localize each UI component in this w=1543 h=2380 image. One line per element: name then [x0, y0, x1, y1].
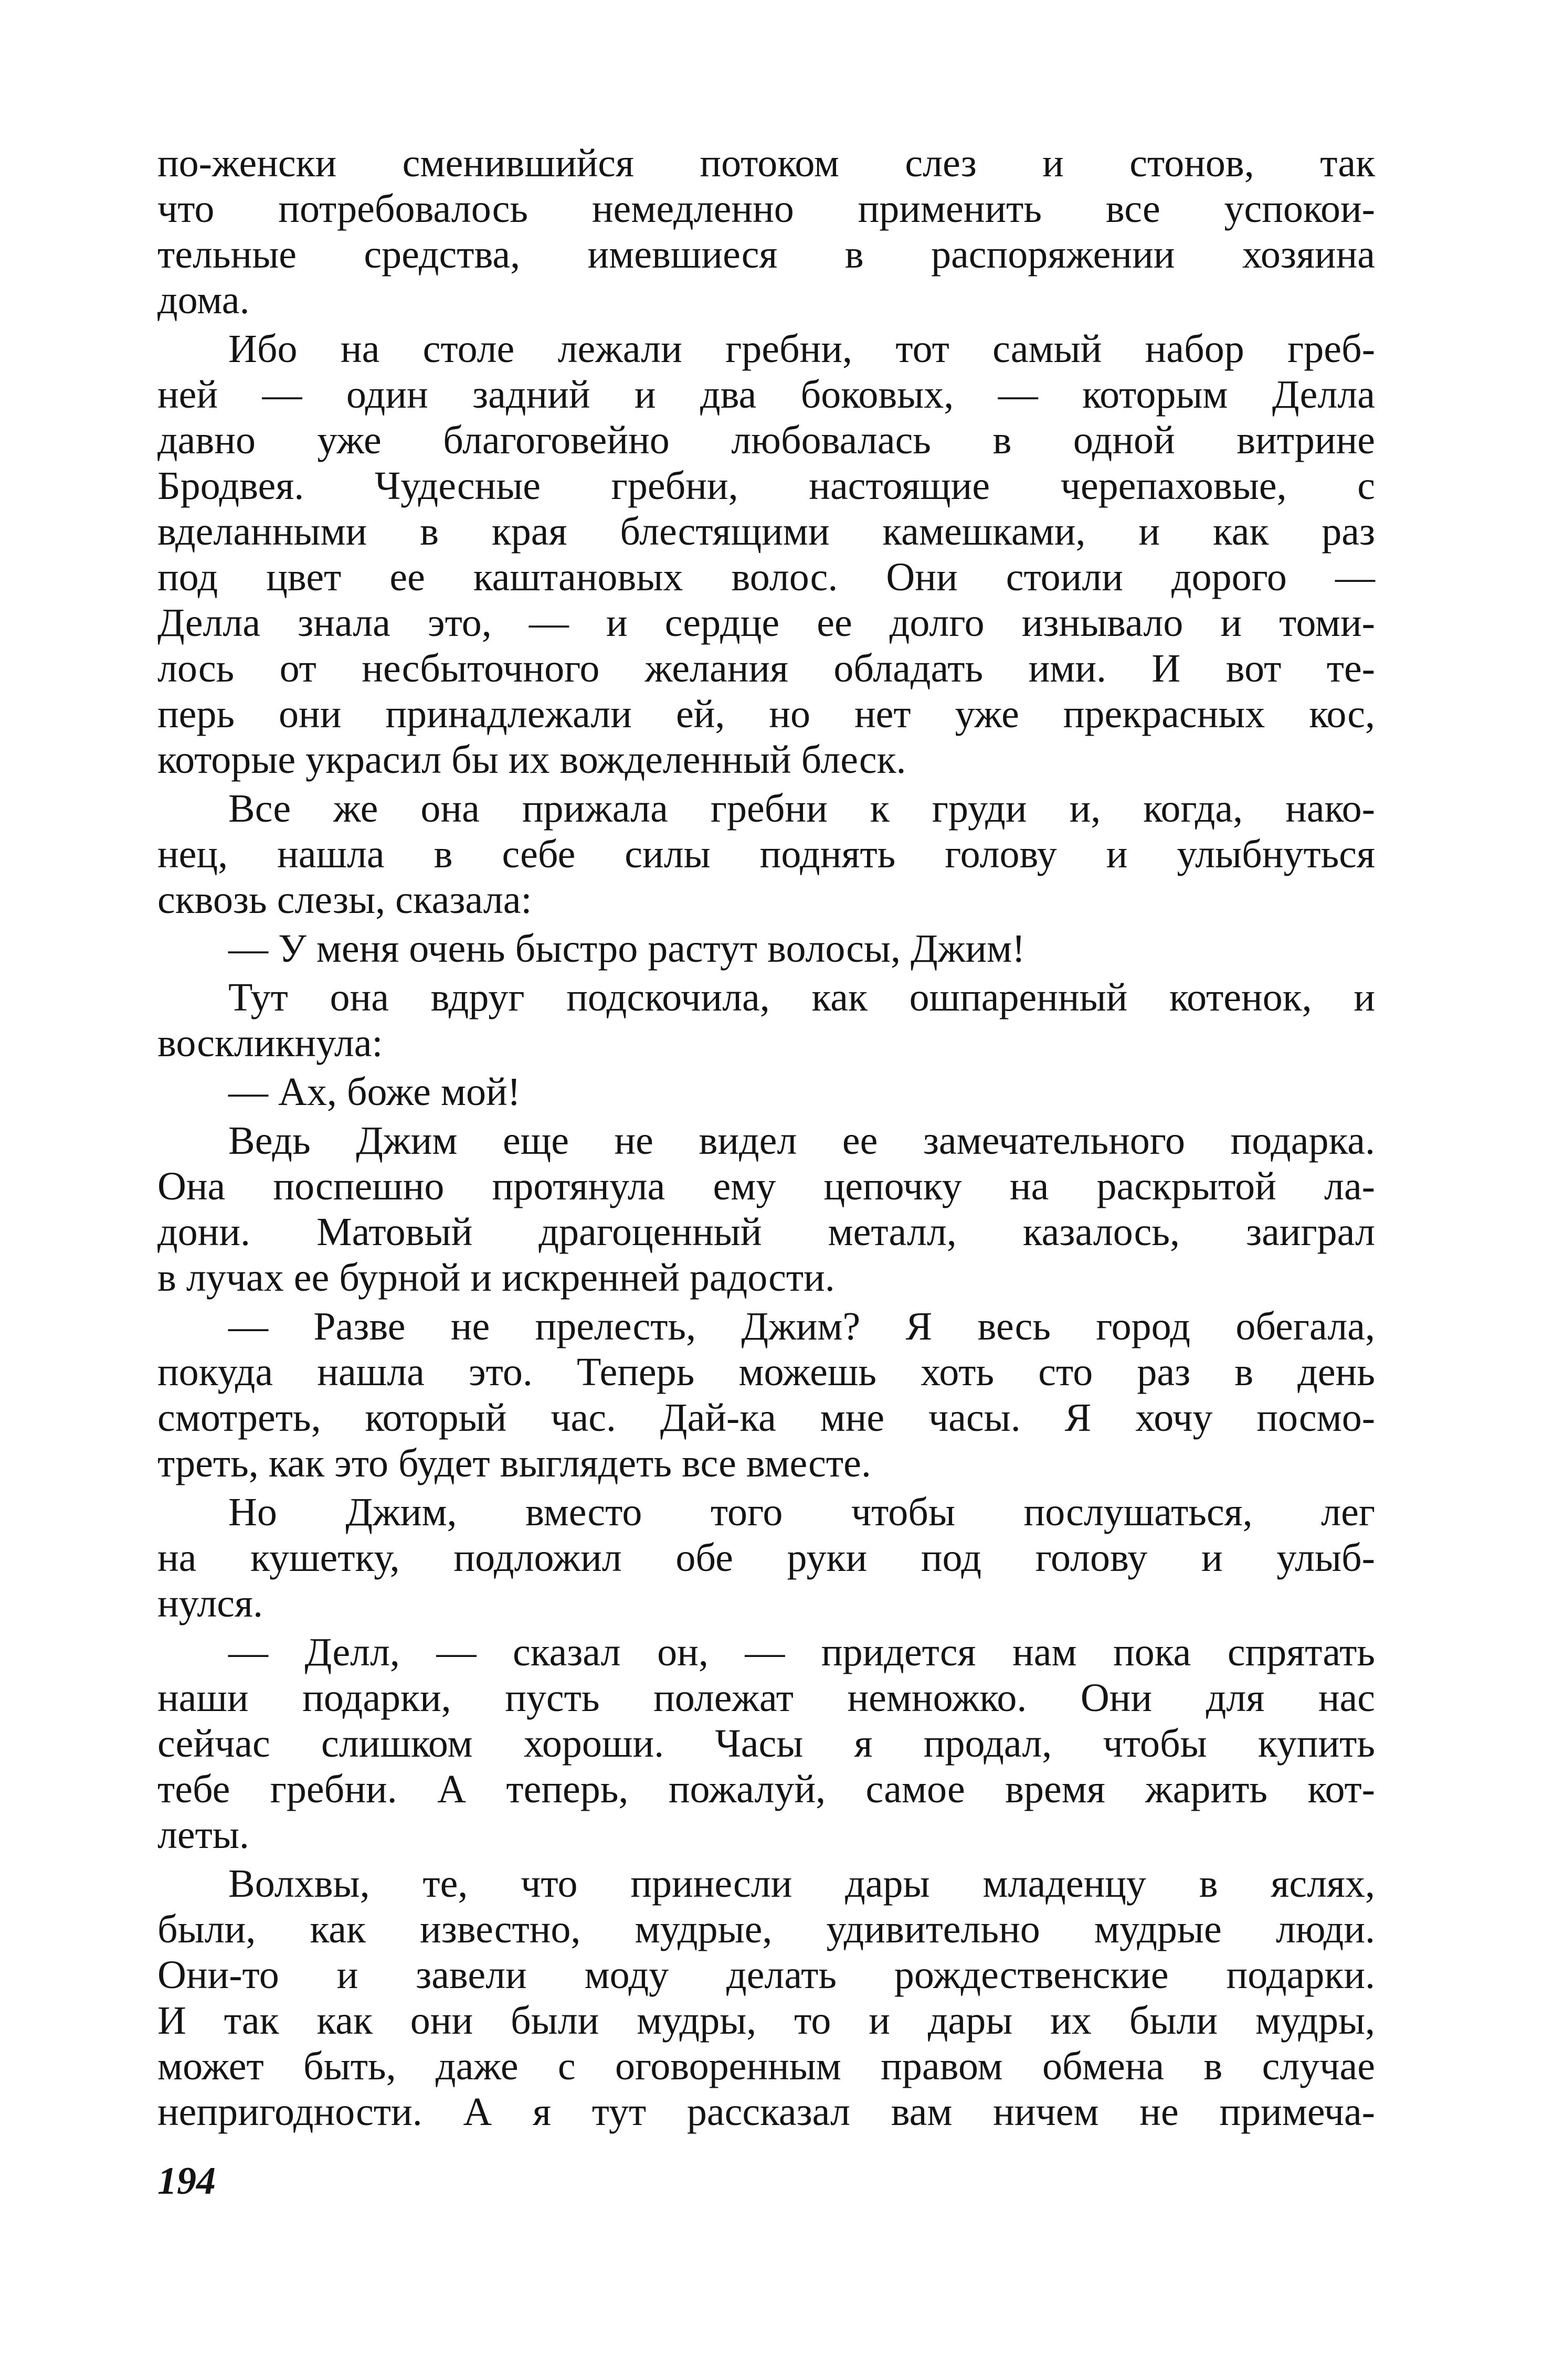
text-line: нец, нашла в себе силы поднять голову и улыбнуться: [157, 832, 1375, 876]
text-line: Делла знала это, — и сердце ее долго изнывало и томи-: [157, 601, 1375, 645]
text-line: дома.: [157, 278, 250, 322]
text-line: тельные средства, имевшиеся в распоряжении хозяина: [157, 232, 1375, 277]
text-line: дони. Матовый драгоценный металл, казалось, заиграл: [157, 1210, 1375, 1254]
text-line: воскликнула:: [157, 1021, 383, 1065]
text-line: Но Джим, вместо того чтобы послушаться, лег: [228, 1490, 1375, 1534]
text-line: Ибо на столе лежали гребни, тот самый набор греб-: [228, 327, 1375, 371]
text-line: лось от несбыточного желания обладать ими. И вот те-: [157, 646, 1375, 690]
text-line: Бродвея. Чудесные гребни, настоящие черепаховые, с: [157, 464, 1375, 508]
text-line: по-женски сменившийся потоком слез и стонов, так: [157, 141, 1375, 185]
text-line: Волхвы, те, что принесли дары младенцу в яслях,: [228, 1862, 1375, 1906]
text-line: перь они принадлежали ей, но нет уже прекрасных кос,: [157, 692, 1375, 736]
text-line: Она поспешно протянула ему цепочку на раскрытой ла-: [157, 1164, 1375, 1208]
text-line: смотреть, который час. Дай-ка мне часы. Я хочу посмо-: [157, 1396, 1375, 1440]
text-line: покуда нашла это. Теперь можешь хоть сто раз в день: [157, 1350, 1375, 1394]
text-line: И так как они были мудры, то и дары их были мудры,: [157, 1999, 1375, 2043]
body-text: [157, 141, 1375, 2135]
text-line: леты.: [157, 1813, 249, 1857]
text-line: — У меня очень быстро растут волосы, Джим!: [228, 927, 1026, 971]
text-line: непригодности. А я тут рассказал вам ничем не примеча-: [157, 2090, 1375, 2134]
text-line: Тут она вдруг подскочила, как ошпаренный котенок, и: [228, 975, 1375, 1019]
text-line: сквозь слезы, сказала:: [157, 878, 532, 922]
text-line: нулся.: [157, 1581, 263, 1625]
text-line: под цвет ее каштановых волос. Они стоили дорого —: [157, 555, 1375, 599]
text-line: на кушетку, подложил обе руки под голову и улыб-: [157, 1536, 1375, 1580]
text-line: — Делл, — сказал он, — придется нам пока спрятать: [228, 1630, 1375, 1674]
text-line: которые украсил бы их вожделенный блеск.: [157, 738, 906, 782]
text-line: в лучах ее бурной и искренней радости.: [157, 1256, 835, 1300]
text-line: тебе гребни. А теперь, пожалуй, самое время жарить кот-: [157, 1767, 1375, 1811]
page-number: 194: [157, 2160, 216, 2203]
text-line: что потребовалось немедленно применить все успокои-: [157, 187, 1375, 231]
text-line: были, как известно, мудрые, удивительно мудрые люди.: [157, 1907, 1375, 1951]
text-line: Ведь Джим еще не видел ее замечательного подарка.: [228, 1119, 1375, 1163]
text-line: — Ах, боже мой!: [228, 1070, 521, 1114]
text-line: вделанными в края блестящими камешками, и как раз: [157, 509, 1375, 554]
text-line: треть, как это будет выглядеть все вместе.: [157, 1441, 871, 1485]
text-line: Все же она прижала гребни к груди и, когда, нако-: [228, 787, 1375, 831]
text-line: может быть, даже с оговоренным правом обмена в случае: [157, 2044, 1375, 2088]
text-line: сейчас слишком хороши. Часы я продал, чтобы купить: [157, 1722, 1375, 1766]
text-line: — Разве не прелесть, Джим? Я весь город обегала,: [228, 1304, 1375, 1348]
text-line: наши подарки, пусть полежат немножко. Они для нас: [157, 1676, 1375, 1720]
text-line: Они-то и завели моду делать рождественские подарки.: [157, 1953, 1375, 1997]
text-line: ней — один задний и два боковых, — которым Делла: [157, 373, 1375, 417]
text-line: давно уже благоговейно любовалась в одной витрине: [157, 418, 1375, 462]
